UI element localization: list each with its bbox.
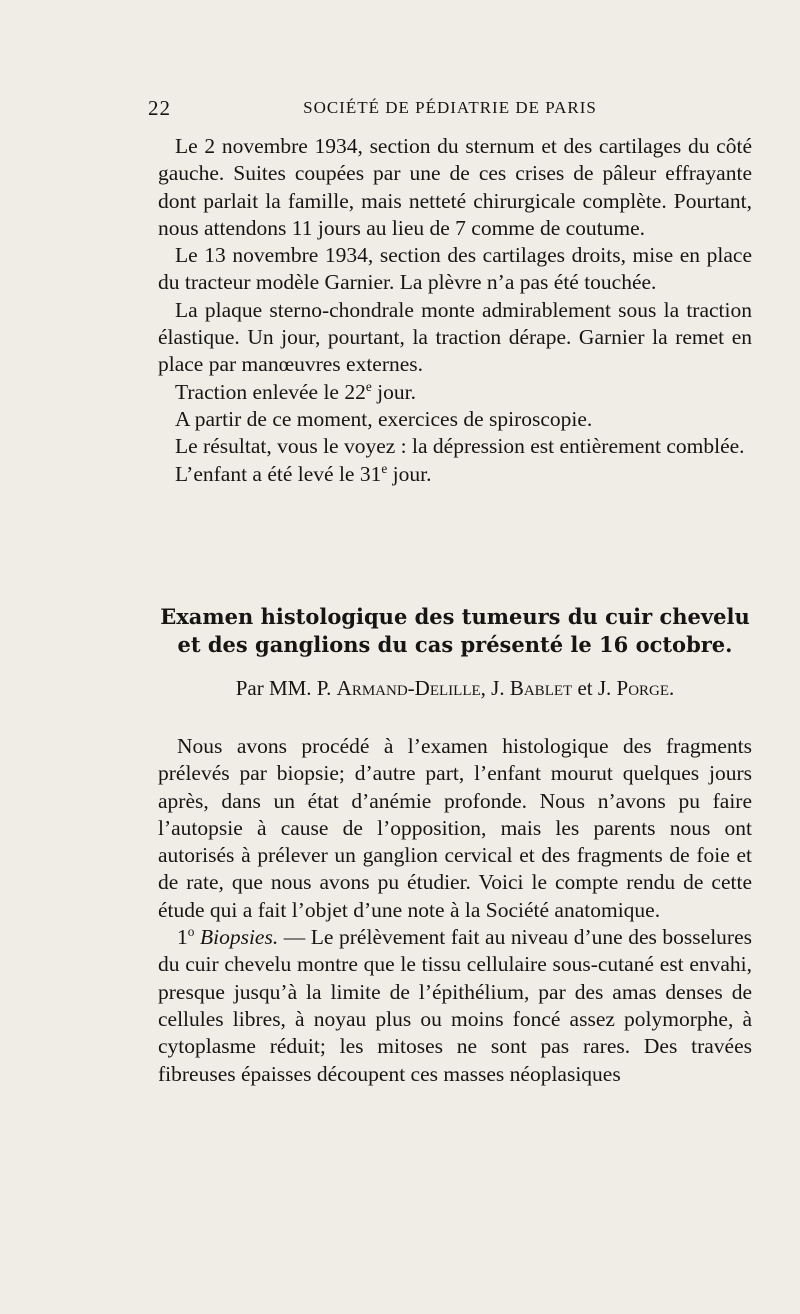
leve-text: L’enfant a été levé le 31 xyxy=(175,461,382,486)
article-body xyxy=(158,733,752,1088)
traction-text: Traction enlevée le 22 xyxy=(175,379,366,404)
authors-prefix: Par MM. P. xyxy=(235,676,337,700)
biopsies-superscript: o xyxy=(187,923,195,939)
traction-superscript: e xyxy=(365,378,372,394)
author-armand-delille: Armand-Delille xyxy=(336,676,481,700)
paragraph-plaque: La plaque sterno-chondrale monte admirablement sous la traction élastique. Un jour, pourtant, la traction dérape. Garnier la remet en place par manœuvres externes. xyxy=(158,297,752,377)
authors-end: . xyxy=(669,676,675,700)
journal-title: SOCIÉTÉ DE PÉDIATRIE DE PARIS xyxy=(303,98,597,117)
paragraph-biopsies xyxy=(158,924,752,1088)
author-bablet: Bablet xyxy=(509,676,573,700)
biopsies-heading: Biopsies. xyxy=(194,925,279,950)
article-title-line-1: Examen histologique des tumeurs du cuir chevelu xyxy=(160,604,750,629)
author-porge: Porge xyxy=(616,676,670,700)
paragraph-traction xyxy=(158,379,752,406)
leve-end: jour. xyxy=(387,461,432,486)
article-authors xyxy=(158,675,752,701)
traction-end: jour. xyxy=(371,379,416,404)
biopsies-number: 1 xyxy=(177,925,188,950)
article-title xyxy=(158,603,752,659)
authors-separator-1: , J. xyxy=(480,676,510,700)
running-header xyxy=(148,96,752,120)
paragraph-leve xyxy=(158,461,752,488)
article-title-line-2: et des ganglions du cas présenté le 16 octobre. xyxy=(177,632,733,657)
biopsies-text: — Le prélèvement fait au niveau d’une des bosselures du cuir chevelu montre que le tissu cellulaire sous-cutané est envahi, presque jusqu’à la limite de l’épithélium, par des amas denses de cellules libres, à noyau plus ou moins foncé assez polymorphe, à cytoplasme réduit; les mitoses ne sont pas rares. Des travées fibreuses épaisses découpent ces masses néoplasiques xyxy=(158,925,752,1086)
authors-separator-2: et J. xyxy=(572,676,617,700)
paragraph-section-sternum: Le 2 novembre 1934, section du sternum et des cartilages du côté gauche. Suites coupées par une de ces crises de pâleur effrayante dont parlait la famille, mais netteté chirurgicale complète. Pourtant, nous attendons 11 jours au lieu de 7 comme de coutume. xyxy=(158,134,752,240)
paragraph-section-cartilages: Le 13 novembre 1934, section des cartilages droits, mise en place du tracteur modèle Garnier. La plèvre n’a pas été touchée. xyxy=(158,243,752,295)
paragraph-spiroscopie: A partir de ce moment, exercices de spiroscopie. xyxy=(175,406,593,431)
paragraph-introduction: Nous avons procédé à l’examen histologique des fragments prélevés par biopsie; d’autre part, l’enfant mourut quelques jours après, dans un état d’anémie profonde. Nous n’avons pu faire l’autopsie à cause de l’opposition, mais les parents nous ont autorisés à prélever un ganglion cervical et des fragments de foie et de rate, que nous avons pu étudier. Voici le compte rendu de cette étude qui a fait l’objet d’une note à la Société anatomique. xyxy=(158,734,752,922)
paragraph-resultat: Le résultat, vous le voyez : la dépression est entièrement comblée. xyxy=(175,434,745,459)
case-report-text xyxy=(158,133,752,488)
leve-superscript: e xyxy=(381,460,388,476)
page-number: 22 xyxy=(148,96,171,120)
